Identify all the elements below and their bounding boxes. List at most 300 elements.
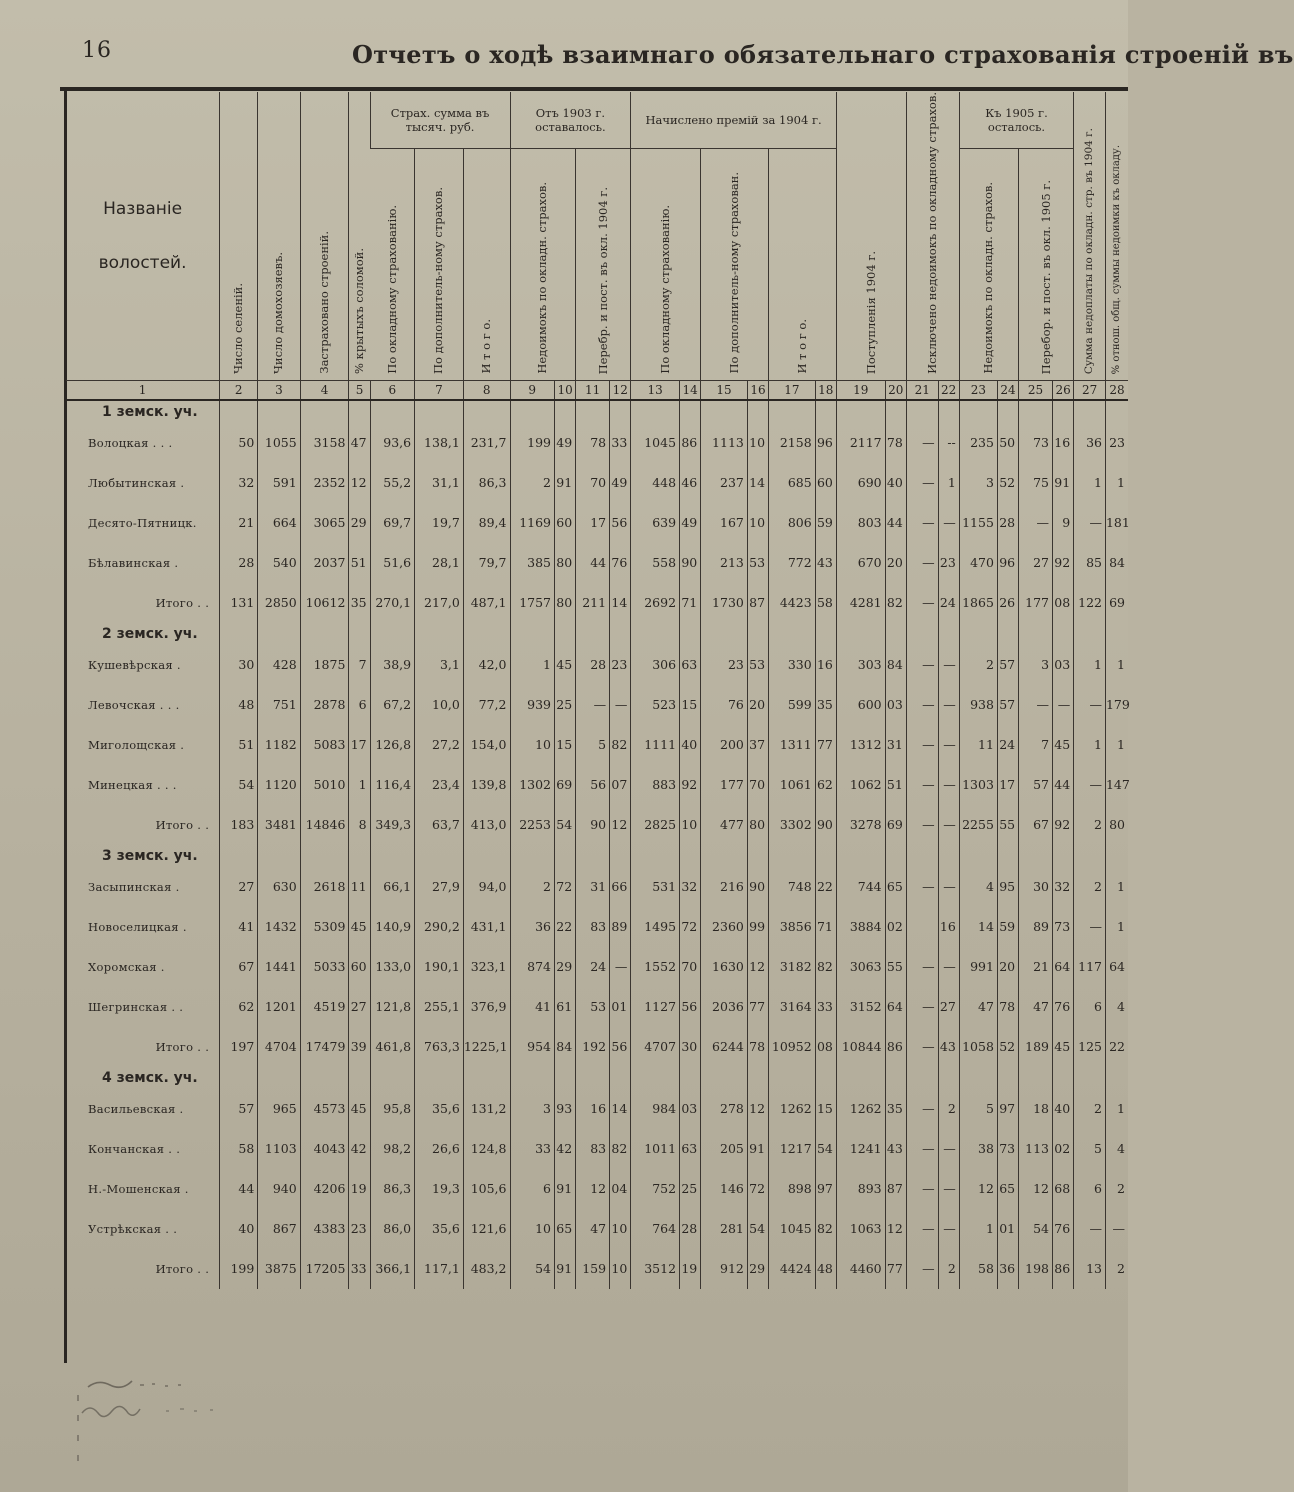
data-cell: 61 [555,987,576,1027]
data-cell: 23 [610,645,631,685]
data-cell: 330 [769,645,816,685]
empty-cell [510,400,555,423]
data-cell: 912 [701,1249,748,1289]
data-cell: 03 [885,685,906,725]
page-title: Отчетъ о ходѣ взаимнаго обязательнаго страхованія строеній въ [352,40,1294,69]
empty-cell [769,623,816,645]
col19-header: Поступленія 1904 г. [836,92,906,380]
data-cell: 19,7 [415,503,464,543]
empty-cell [885,845,906,867]
data-cell: 1182 [258,725,300,765]
data-cell: 75 [1019,463,1053,503]
data-cell: 12 [747,947,768,987]
column-number: 12 [610,380,631,400]
col3-header: Число домохозяевъ. [258,92,300,380]
data-cell: 43 [885,1129,906,1169]
data-cell: 33 [349,1249,370,1289]
data-cell: 1865 [959,583,997,623]
data-cell: 6 [349,685,370,725]
data-cell: 349,3 [370,805,415,845]
data-cell: 33 [510,1129,555,1169]
data-cell: 954 [510,1027,555,1067]
empty-cell [1105,1067,1128,1089]
data-cell: 72 [747,1169,768,1209]
data-cell: 4206 [300,1169,349,1209]
data-cell: 27 [220,867,258,907]
data-cell: 24 [997,725,1018,765]
empty-cell [836,845,885,867]
col6-header: По окладному страхованію. [384,205,399,374]
data-cell: 1055 [258,423,300,463]
empty-cell [836,623,885,645]
data-cell: 98,2 [370,1129,415,1169]
data-cell: 1 [349,765,370,805]
data-cell: 1 [1074,725,1106,765]
data-cell: 77,2 [463,685,510,725]
column-number: 17 [769,380,816,400]
data-cell [906,907,938,947]
data-cell: 1262 [769,1089,816,1129]
data-cell: — [906,1129,938,1169]
col7-header: По дополнитель-ному страхов. [415,148,464,380]
data-cell: 84 [555,1027,576,1067]
data-cell: 1225,1 [463,1027,510,1067]
data-cell: 41 [220,907,258,947]
data-cell: 36 [1074,423,1106,463]
column-number: 19 [836,380,885,400]
data-cell: 18 [1019,1089,1053,1129]
data-cell: 4383 [300,1209,349,1249]
data-cell: 28 [220,543,258,583]
data-cell: 131 [220,583,258,623]
data-cell: 874 [510,947,555,987]
data-cell: 2 [1074,1089,1106,1129]
data-cell: 78 [747,1027,768,1067]
data-cell: 159 [576,1249,610,1289]
empty-cell [959,845,997,867]
data-cell: 51,6 [370,543,415,583]
data-cell: 2878 [300,685,349,725]
data-cell: 125 [1074,1027,1106,1067]
data-cell: 197 [220,1027,258,1067]
data-cell: 28 [997,503,1018,543]
volost-name: Миголощская . [88,737,185,752]
data-cell: 12 [349,463,370,503]
data-cell: 44 [885,503,906,543]
data-cell: 965 [258,1089,300,1129]
data-cell: 91 [555,1169,576,1209]
empty-cell [258,845,300,867]
empty-cell [938,623,959,645]
empty-cell [220,845,258,867]
data-cell: 30 [220,645,258,685]
data-cell: 3 [510,1089,555,1129]
data-cell: 5 [1074,1129,1106,1169]
data-cell: 461,8 [370,1027,415,1067]
data-cell: — [938,725,959,765]
data-cell: 76 [1053,1209,1074,1249]
data-cell: 113 [1019,1129,1053,1169]
data-cell: — [906,685,938,725]
empty-cell [1105,623,1128,645]
data-cell: 22 [555,907,576,947]
volost-name: Н.-Мошенская . [88,1181,189,1196]
data-cell: 50 [997,423,1018,463]
data-cell: 36 [997,1249,1018,1289]
empty-cell [415,1067,464,1089]
empty-cell [300,845,349,867]
data-cell: 42 [349,1129,370,1169]
data-cell: 4 [1105,987,1128,1027]
volost-name: Бѣлавинская . [88,555,179,570]
data-cell: 540 [258,543,300,583]
table-row [66,543,1128,583]
table-row [66,1129,1128,1169]
empty-cell [576,845,610,867]
data-cell: 91 [555,1249,576,1289]
data-cell: 35,6 [415,1089,464,1129]
data-cell: 5010 [300,765,349,805]
data-cell: 8 [349,805,370,845]
premiums-group-header: Начислено премій за 1904 г. [631,92,837,148]
data-cell: 600 [836,685,885,725]
data-cell: 57 [1019,765,1053,805]
data-cell: 385 [510,543,555,583]
col8-header: И т о г о. [463,148,510,380]
data-cell: 2692 [631,583,680,623]
data-cell: 21 [220,503,258,543]
data-cell: 1201 [258,987,300,1027]
data-cell: 20 [997,947,1018,987]
data-cell: 2 [1074,867,1106,907]
empty-cell [1074,845,1106,867]
data-cell: 2825 [631,805,680,845]
data-cell: 27 [349,987,370,1027]
data-cell: 29 [747,1249,768,1289]
data-cell: 3512 [631,1249,680,1289]
data-cell: 1045 [631,423,680,463]
empty-cell [959,623,997,645]
column-number: 23 [959,380,997,400]
empty-cell [555,1067,576,1089]
data-cell: 591 [258,463,300,503]
data-cell: 470 [959,543,997,583]
data-cell: 3152 [836,987,885,1027]
data-cell: 12 [885,1209,906,1249]
data-cell: 133,0 [370,947,415,987]
data-cell: 1 [1074,645,1106,685]
data-cell: 67,2 [370,685,415,725]
data-cell: 639 [631,503,680,543]
data-cell: 42,0 [463,645,510,685]
empty-cell [1105,845,1128,867]
data-cell: 33 [815,987,836,1027]
data-cell: 237 [701,463,748,503]
data-cell: 3065 [300,503,349,543]
data-cell: 16 [576,1089,610,1129]
data-cell: 77 [747,987,768,1027]
data-cell: 30 [680,1027,701,1067]
data-cell: 2 [1074,805,1106,845]
data-cell: 105,6 [463,1169,510,1209]
data-cell: — [938,867,959,907]
data-cell: — [610,947,631,987]
column-number-row [66,380,1128,400]
empty-cell [906,845,938,867]
data-cell: 20 [885,543,906,583]
data-cell: 86 [680,423,701,463]
data-cell: 117,1 [415,1249,464,1289]
data-cell: 82 [610,1129,631,1169]
data-cell: 56 [610,1027,631,1067]
data-cell: 1045 [769,1209,816,1249]
data-cell: 303 [836,645,885,685]
data-cell: 670 [836,543,885,583]
data-cell: 80 [747,805,768,845]
data-cell: 62 [220,987,258,1027]
column-number: 18 [815,380,836,400]
empty-cell [997,400,1018,423]
data-cell: 523 [631,685,680,725]
data-cell: 29 [349,503,370,543]
data-cell: 53 [747,645,768,685]
data-cell: 428 [258,645,300,685]
col4-header: Застраховано строеній. [300,92,349,380]
data-cell: — [906,1027,938,1067]
column-number: 4 [300,380,349,400]
page-number: 16 [82,38,112,63]
empty-cell [415,623,464,645]
data-cell: 2 [938,1249,959,1289]
data-cell: 80 [555,583,576,623]
empty-cell [885,400,906,423]
data-cell: 83 [576,907,610,947]
table-row [66,503,1128,543]
table-row [66,765,1128,805]
empty-cell [1019,1067,1053,1089]
data-cell: 59 [997,907,1018,947]
data-cell: 65 [997,1169,1018,1209]
data-cell: 4 [959,867,997,907]
volost-name: Кушевѣрская . [88,657,181,672]
data-cell: 57 [997,645,1018,685]
data-cell: 4043 [300,1129,349,1169]
empty-cell [463,1067,510,1089]
data-cell: 1311 [769,725,816,765]
data-cell: 49 [610,463,631,503]
data-cell: 83 [576,1129,610,1169]
data-cell: 448 [631,463,680,503]
data-cell: 2850 [258,583,300,623]
data-cell: 91 [1053,463,1074,503]
data-cell: 58 [815,583,836,623]
data-cell: 2618 [300,867,349,907]
section-header-row [66,1067,1128,1089]
data-cell: 54 [747,1209,768,1249]
data-cell: 200 [701,725,748,765]
column-number: 2 [220,380,258,400]
data-cell: 3856 [769,907,816,947]
data-cell: — [906,765,938,805]
empty-cell [300,400,349,423]
empty-cell [220,623,258,645]
empty-cell [1074,400,1106,423]
empty-cell [555,845,576,867]
data-cell: 10,0 [415,685,464,725]
data-cell: 764 [631,1209,680,1249]
data-cell: 199 [510,423,555,463]
data-cell: 6 [510,1169,555,1209]
data-cell: 487,1 [463,583,510,623]
insurance-table [66,92,1128,1289]
data-cell: 82 [815,1209,836,1249]
data-cell: 60 [555,503,576,543]
data-cell: 48 [220,685,258,725]
empty-cell [415,845,464,867]
data-cell: 4707 [631,1027,680,1067]
data-cell: 51 [349,543,370,583]
data-cell: 92 [680,765,701,805]
empty-cell [631,400,680,423]
col2-header: Число селеній. [220,92,258,380]
data-cell: 53 [747,543,768,583]
data-cell: — [1074,907,1106,947]
data-cell: 93 [555,1089,576,1129]
section-header-row [66,400,1128,423]
data-cell: 41 [510,987,555,1027]
total-row [66,583,1128,623]
data-cell: 23 [701,645,748,685]
data-cell: 44 [1053,765,1074,805]
table-row [66,645,1128,685]
empty-cell [463,845,510,867]
data-cell: 1552 [631,947,680,987]
data-cell: — [1019,685,1053,725]
data-cell: 3884 [836,907,885,947]
data-cell: — [938,1209,959,1249]
data-cell: 86,0 [370,1209,415,1249]
empty-cell [300,623,349,645]
data-cell: 3063 [836,947,885,987]
column-number: 22 [938,380,959,400]
data-cell: 366,1 [370,1249,415,1289]
data-cell: 199 [220,1249,258,1289]
empty-cell [1053,623,1074,645]
data-cell: 752 [631,1169,680,1209]
data-cell: 17 [997,765,1018,805]
empty-cell [415,400,464,423]
empty-cell [701,623,748,645]
data-cell: 117 [1074,947,1106,987]
data-cell: 11 [349,867,370,907]
data-cell: 85 [1074,543,1106,583]
data-cell: 116,4 [370,765,415,805]
data-cell: 42 [555,1129,576,1169]
data-cell: 12 [610,805,631,845]
data-cell: 190,1 [415,947,464,987]
data-cell: — [610,685,631,725]
data-cell: — [938,805,959,845]
data-cell: 1 [1105,725,1128,765]
data-cell: — [906,987,938,1027]
table-row [66,907,1128,947]
data-cell: 15 [680,685,701,725]
data-cell: 11 [959,725,997,765]
data-cell: 91 [747,1129,768,1169]
table-row [66,1209,1128,1249]
data-cell: 97 [997,1089,1018,1129]
data-cell: 5 [576,725,610,765]
column-number: 25 [1019,380,1053,400]
empty-cell [631,623,680,645]
data-cell: 14 [610,1089,631,1129]
column-number: 26 [1053,380,1074,400]
data-cell: 60 [815,463,836,503]
data-cell: 1262 [836,1089,885,1129]
empty-cell [370,623,415,645]
empty-cell [370,400,415,423]
data-cell: 3 [959,463,997,503]
col15-header: По дополнитель-ному страхован. [701,148,769,380]
data-cell: 10 [610,1249,631,1289]
empty-cell [258,400,300,423]
empty-cell [815,845,836,867]
data-cell: 1217 [769,1129,816,1169]
section-title: 1 земск. уч. [102,403,198,420]
data-cell: 1 [959,1209,997,1249]
data-cell: 1 [510,645,555,685]
empty-cell [680,1067,701,1089]
data-cell: 87 [747,583,768,623]
data-cell: 43 [815,543,836,583]
data-cell: 140,9 [370,907,415,947]
data-cell: 32 [680,867,701,907]
column-number: 15 [701,380,748,400]
data-cell: 84 [885,645,906,685]
data-cell: 03 [680,1089,701,1129]
data-cell: 70 [576,463,610,503]
top-rule [60,87,1128,91]
data-cell: 86 [1053,1249,1074,1289]
data-cell: 1 [1074,463,1106,503]
data-cell: 7 [349,645,370,685]
data-cell: 77 [815,725,836,765]
data-cell: 17 [576,503,610,543]
data-cell: 121,8 [370,987,415,1027]
table-row [66,1089,1128,1129]
data-cell: 1312 [836,725,885,765]
data-cell: — [938,503,959,543]
data-cell: 27 [1019,543,1053,583]
data-cell: — [1074,765,1106,805]
data-cell: 664 [258,503,300,543]
data-cell: 991 [959,947,997,987]
data-cell: 5083 [300,725,349,765]
data-cell: 78 [576,423,610,463]
volost-name: Шегринская . . [88,999,184,1014]
data-cell: 198 [1019,1249,1053,1289]
data-cell: 31 [885,725,906,765]
data-cell: 40 [1053,1089,1074,1129]
data-cell: 56 [576,765,610,805]
data-cell: 27,2 [415,725,464,765]
empty-cell [1053,400,1074,423]
data-cell: 82 [815,947,836,987]
data-cell: 1063 [836,1209,885,1249]
data-cell: 14 [959,907,997,947]
empty-cell [220,1067,258,1089]
data-cell: 31,1 [415,463,464,503]
